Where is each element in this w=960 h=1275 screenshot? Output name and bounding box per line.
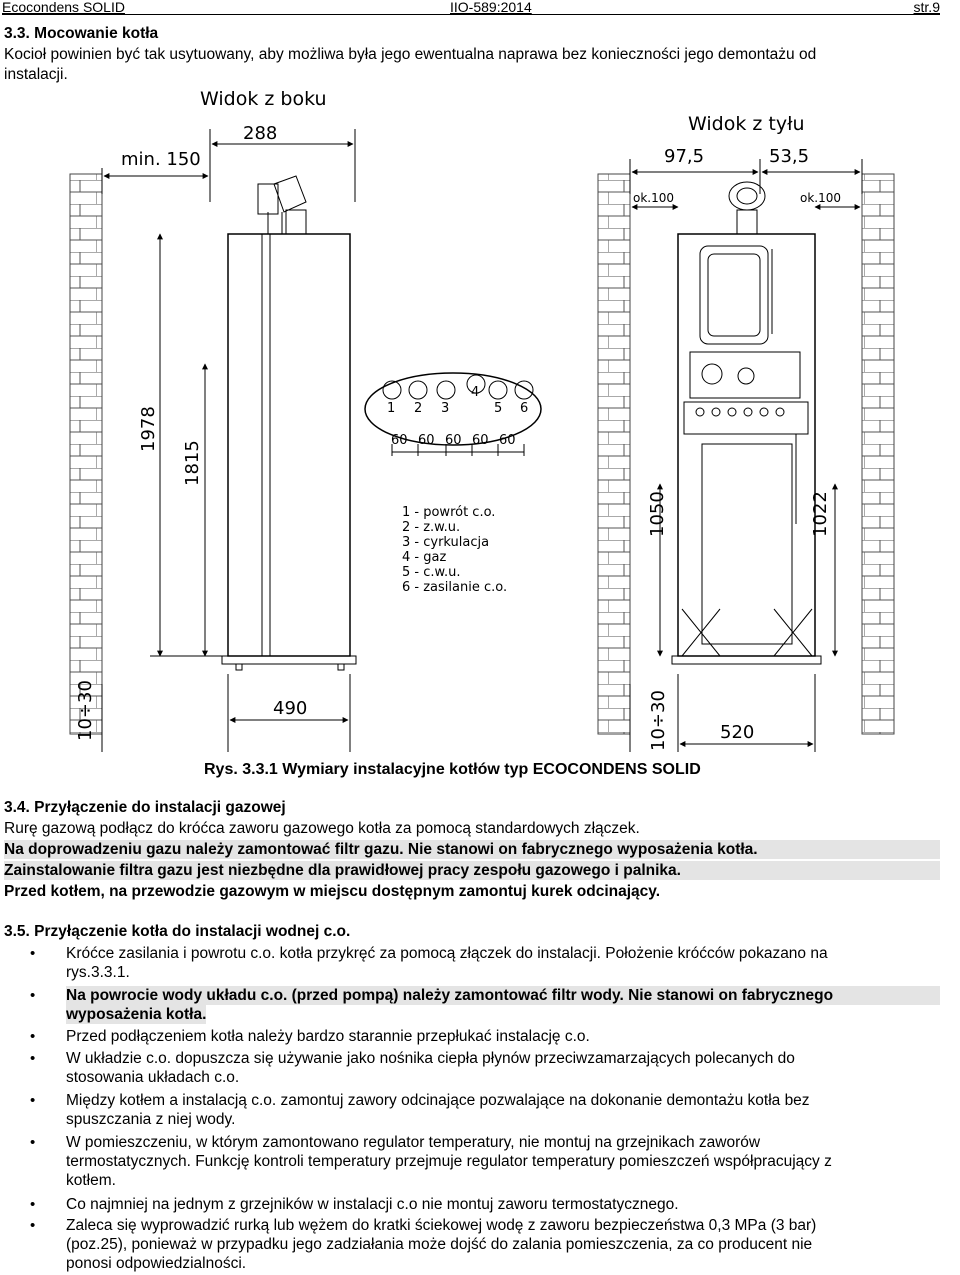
list-item: • Między kotłem a instalacją c.o. zamontuj zawory odcinające pozwalające na dokonanie demontażu kotła bez spuszczania z niej wody.	[30, 1092, 810, 1128]
conn-number-4: 4	[471, 385, 480, 400]
legend-item-4: 4 - gaz	[402, 550, 447, 565]
spacing-2: 60	[418, 433, 435, 448]
section-3-4-text-4: Przed kotłem, na przewodzie gazowym w miejscu dostępnym zamontuj kurek odcinający.	[4, 883, 661, 900]
wall-left	[70, 174, 102, 734]
header-product: Ecocondens SOLID	[2, 0, 125, 15]
wall-right	[598, 174, 630, 734]
list-item: • Co najmniej na jednym z grzejników w instalacji c.o nie montuj zaworu termostatycznego.	[30, 1196, 679, 1213]
dim-1815: 1815	[182, 440, 203, 486]
clearance-left: ok.100	[633, 191, 675, 205]
section-3-3-text-2: instalacji.	[4, 66, 68, 83]
clearance-right: ok.100	[800, 191, 842, 205]
conn-number-6: 6	[520, 401, 529, 416]
section-3-4-title: 3.4. Przyłączenie do instalacji gazowej	[4, 799, 286, 816]
legend-item-6: 6 - zasilanie c.o.	[402, 580, 508, 595]
section-3-4-text-2: Na doprowadzeniu gazu należy zamontować filtr gazu. Nie stanowi on fabrycznego wyposażenia kotła.	[4, 840, 940, 859]
legend-item-5: 5 - c.w.u.	[402, 565, 461, 580]
spacing-1: 60	[391, 433, 408, 448]
section-3-3-text-1: Kocioł powinien być tak usytuowany, aby możliwa była jego ewentualna naprawa bez konieczności jego demontażu od	[4, 46, 817, 63]
bullet-icon: •	[30, 1196, 36, 1213]
section-3-4-text-1: Rurę gazową podłącz do króćca zaworu gazowego kotła za pomocą standardowych złączek.	[4, 820, 640, 837]
legend-item-3: 3 - cyrkulacja	[402, 535, 490, 550]
page-header	[2, 0, 940, 15]
wall-far-right	[862, 174, 894, 734]
spacing-3: 60	[445, 433, 462, 448]
spacing-4: 60	[472, 433, 489, 448]
dim-53-5: 53,5	[769, 146, 810, 167]
bullet-icon: •	[30, 1092, 36, 1109]
section-3-5-title: 3.5. Przyłączenie kotła do instalacji wodnej c.o.	[4, 923, 351, 940]
boiler-rear-view	[672, 182, 821, 664]
bullet-icon: •	[30, 1134, 36, 1151]
list-item: • Zaleca się wyprowadzić rurką lub wężem do kratki ściekowej wodę z zaworu bezpieczeństwa 0,3 MPa (3 bar) (poz.25), ponieważ w przypadku jego zadziałania może dojść do zalania pomieszczenia, za co producent nie ponosi odpowiedzialności.	[30, 1217, 817, 1272]
dim-520: 520	[720, 722, 755, 743]
header-page-number: str.9	[913, 0, 940, 15]
bullet-icon: •	[30, 987, 36, 1004]
connections-legend	[402, 505, 507, 595]
list-item: • Króćce zasilania i powrotu c.o. kotła przykręć za pomocą złączek do instalacji. Położenie króćców pokazano na rys.3.3.1.	[30, 945, 828, 981]
spacing-5: 60	[499, 433, 516, 448]
dim-1022: 1022	[810, 491, 831, 537]
dim-min150: min. 150	[121, 149, 201, 170]
list-item: • Na powrocie wody układu c.o. (przed pompą) należy zamontować filtr wody. Nie stanowi on fabrycznego wyposażenia kotła.	[4, 986, 940, 1024]
dim-10-30-right: 10÷30	[648, 690, 669, 751]
dim-1050: 1050	[647, 491, 668, 537]
section-3-3-title: 3.3. Mocowanie kotła	[4, 25, 159, 42]
header-doc-code: IIO-589:2014	[450, 0, 532, 15]
list-item: • W pomieszczeniu, w którym zamontowano regulator temperatury, nie montuj na grzejnikach zaworów termostatycznych. Funkcję kontroli temperatury przejmuje regulator temperatury pomieszczeń współpracujący z kotłem.	[30, 1134, 832, 1189]
dim-288: 288	[243, 123, 278, 144]
bullet-icon: •	[30, 1028, 36, 1045]
conn-number-2: 2	[414, 401, 423, 416]
dim-1978: 1978	[138, 406, 159, 452]
dim-490: 490	[273, 698, 308, 719]
dim-10-30-left: 10÷30	[75, 680, 96, 741]
section-3-4-text-3: Zainstalowanie filtra gazu jest niezbędne dla prawidłowej pracy zespołu gazowego i palnika.	[4, 861, 940, 880]
side-view-title: Widok z boku	[200, 88, 327, 110]
installation-drawing	[0, 84, 960, 774]
bullet-icon: •	[30, 1217, 36, 1234]
conn-number-1: 1	[387, 401, 396, 416]
bullet-icon: •	[30, 945, 36, 962]
figure-caption: Rys. 3.3.1 Wymiary instalacyjne kotłów typ ECOCONDENS SOLID	[204, 761, 701, 778]
boiler-side-view	[222, 176, 356, 670]
rear-view-title: Widok z tyłu	[688, 113, 805, 135]
legend-item-1: 1 - powrót c.o.	[402, 505, 496, 520]
conn-number-5: 5	[494, 401, 503, 416]
dim-97-5: 97,5	[664, 146, 705, 167]
bullet-icon: •	[30, 1050, 36, 1067]
legend-item-2: 2 - z.w.u.	[402, 520, 461, 535]
conn-number-3: 3	[441, 401, 450, 416]
list-item: • Przed podłączeniem kotła należy bardzo starannie przepłukać instalację c.o.	[30, 1028, 590, 1045]
connection-detail	[365, 373, 541, 456]
list-item: • W układzie c.o. dopuszcza się używanie jako nośnika ciepła płynów przeciwzamarzających polecanych do stosowania układach c.o.	[30, 1050, 795, 1086]
